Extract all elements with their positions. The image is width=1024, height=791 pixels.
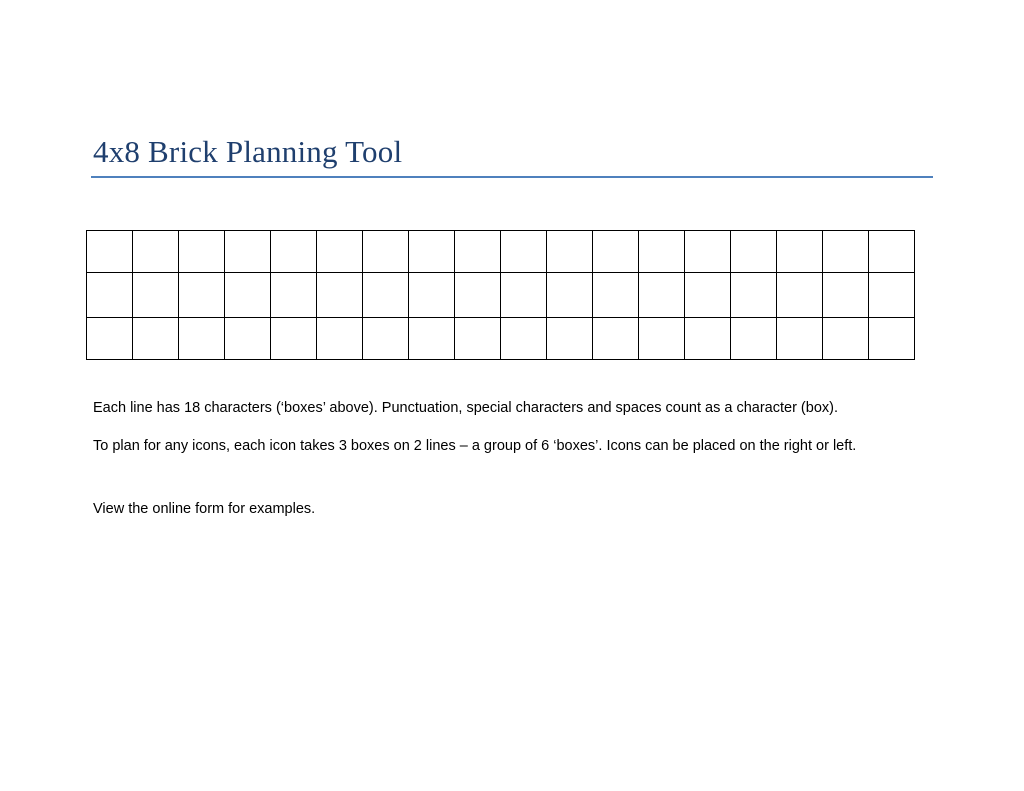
character-box — [409, 231, 455, 273]
character-box — [777, 231, 823, 273]
character-box — [593, 231, 639, 273]
character-box — [455, 318, 501, 360]
character-box — [501, 318, 547, 360]
page-title: 4x8 Brick Planning Tool — [93, 134, 403, 169]
character-box — [685, 318, 731, 360]
character-box — [593, 273, 639, 318]
character-box — [133, 318, 179, 360]
character-box — [547, 318, 593, 360]
character-box — [593, 318, 639, 360]
brick-planning-grid — [86, 230, 915, 360]
character-box — [225, 231, 271, 273]
grid-row — [87, 231, 915, 273]
character-box — [87, 231, 133, 273]
character-box — [501, 273, 547, 318]
character-box — [133, 231, 179, 273]
character-box — [87, 273, 133, 318]
character-box — [731, 273, 777, 318]
title-underline — [91, 176, 933, 178]
characters-per-line-note: Each line has 18 characters (‘boxes’ above). Punctuation, special characters and spaces count as a character (box). — [93, 400, 839, 416]
character-box — [363, 318, 409, 360]
character-box — [823, 273, 869, 318]
character-box — [409, 318, 455, 360]
grid-row — [87, 273, 915, 318]
character-box — [731, 231, 777, 273]
character-box — [547, 231, 593, 273]
character-box — [317, 318, 363, 360]
character-box — [823, 318, 869, 360]
character-box — [777, 318, 823, 360]
online-form-note: View the online form for examples. — [93, 501, 316, 517]
character-box — [225, 273, 271, 318]
character-box — [455, 231, 501, 273]
character-box — [823, 231, 869, 273]
character-box — [777, 273, 823, 318]
character-box — [271, 318, 317, 360]
character-box — [455, 273, 501, 318]
character-box — [133, 273, 179, 318]
character-box — [317, 231, 363, 273]
character-box — [179, 231, 225, 273]
character-box — [685, 273, 731, 318]
character-box — [731, 318, 777, 360]
character-box — [639, 231, 685, 273]
character-box — [409, 273, 455, 318]
character-box — [501, 231, 547, 273]
character-box — [271, 231, 317, 273]
character-box — [179, 273, 225, 318]
character-box — [639, 318, 685, 360]
grid-row — [87, 318, 915, 360]
character-box — [363, 273, 409, 318]
character-box — [317, 273, 363, 318]
character-box — [179, 318, 225, 360]
character-box — [547, 273, 593, 318]
character-box — [869, 231, 915, 273]
character-box — [869, 273, 915, 318]
character-box — [685, 231, 731, 273]
icon-planning-note: To plan for any icons, each icon takes 3 boxes on 2 lines – a group of 6 ‘boxes’. Icons can be placed on the right or left. — [93, 438, 857, 454]
character-box — [225, 318, 271, 360]
character-box — [87, 318, 133, 360]
character-box — [869, 318, 915, 360]
character-box — [639, 273, 685, 318]
character-box — [271, 273, 317, 318]
character-box — [363, 231, 409, 273]
